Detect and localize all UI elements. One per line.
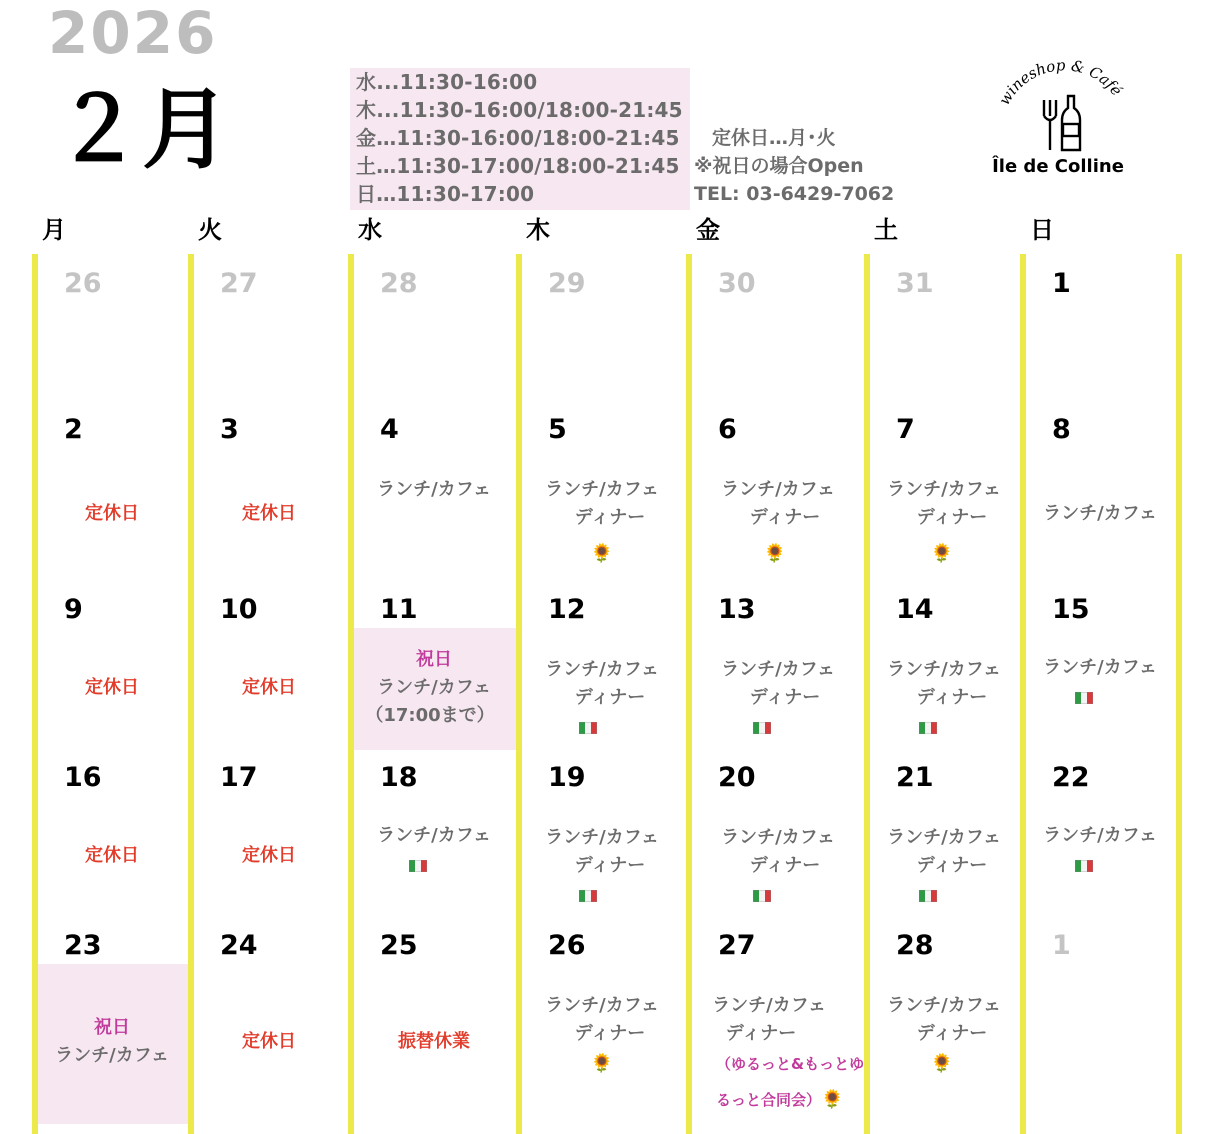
dinner-label: ディナー (749, 855, 821, 876)
day-number: 27 (718, 930, 756, 961)
day-number: 12 (548, 594, 586, 625)
day-number: 11 (380, 594, 418, 625)
day-number: 23 (64, 930, 102, 961)
closed-label: 定休日 (242, 503, 296, 524)
day-number: 6 (718, 414, 737, 445)
day-number: 1 (1052, 930, 1071, 961)
day-number: 13 (718, 594, 756, 625)
month-title: ２月 (54, 78, 231, 181)
column-line (1176, 254, 1182, 1134)
lunch-label: ランチ/カフェ (887, 827, 1001, 848)
weekday-mon: 月 (42, 216, 66, 244)
day-number: 18 (380, 762, 418, 793)
weekday-wed: 水 (358, 216, 382, 244)
shop-logo (992, 58, 1132, 184)
day-number: 28 (896, 930, 934, 961)
weekday-sat: 土 (874, 216, 898, 244)
dinner-label: ディナー (916, 1023, 988, 1044)
hours-sun: 日…11:30-17:00 (356, 182, 535, 206)
lunch-label: ランチ/カフェ (1043, 503, 1157, 524)
day-number: 7 (896, 414, 915, 445)
day-number: 30 (718, 268, 756, 299)
day-number: 21 (896, 762, 934, 793)
day-number: 17 (220, 762, 258, 793)
day-number: 26 (64, 268, 102, 299)
day-number: 19 (548, 762, 586, 793)
event-note-line1: （ゆるっと&もっとゆ (716, 1055, 865, 1073)
hours-fri: 金…11:30-16:00/18:00-21:45 (356, 126, 680, 150)
closed-label: 定休日 (85, 503, 139, 524)
column-line (32, 254, 38, 1134)
hours-wed: 水...11:30-16:00 (356, 70, 538, 94)
column-line (516, 254, 522, 1134)
italy-flag-icon (694, 882, 830, 910)
day-number: 8 (1052, 414, 1071, 445)
sunflower-icon: 🌻 (763, 543, 787, 564)
wine-bottle-icon (1062, 96, 1080, 150)
lunch-label: ランチ/カフェ (721, 479, 835, 500)
closed-label: 定休日 (242, 1031, 296, 1052)
closed-days-note: 定休日…月･火 (712, 127, 836, 149)
day-number: 2 (64, 414, 83, 445)
sunflower-icon: 🌻 (821, 1089, 844, 1110)
lunch-label: ランチ/カフェ (377, 677, 491, 698)
dinner-label: ディナー (574, 1023, 646, 1044)
until-17-note: （17:00まで） (365, 705, 495, 726)
day-number: 14 (896, 594, 934, 625)
day-number: 4 (380, 414, 399, 445)
day-number: 27 (220, 268, 258, 299)
dinner-label: ディナー (725, 1023, 797, 1044)
closed-label: 定休日 (85, 677, 139, 698)
lunch-label: ランチ/カフェ (721, 659, 835, 680)
phone-number: TEL: 03-6429-7062 (694, 183, 895, 205)
lunch-label: ランチ/カフェ (1043, 657, 1157, 678)
year-label: 2026 (48, 0, 218, 67)
business-hours-box (350, 68, 690, 210)
day-number: 1 (1052, 268, 1071, 299)
shop-info (694, 124, 894, 208)
holiday-label: 祝日 (416, 649, 452, 670)
column-line (348, 254, 354, 1134)
italy-flag-icon (356, 852, 480, 880)
logo-arc-text: wineshop & Café (995, 58, 1126, 109)
closed-label: 定休日 (242, 677, 296, 698)
day-number: 31 (896, 268, 934, 299)
logo-name: Île de Colline (992, 156, 1124, 177)
italy-flag-icon (1028, 852, 1140, 880)
italy-flag-icon (524, 714, 652, 742)
lunch-label: ランチ/カフェ (545, 827, 659, 848)
day-number: 5 (548, 414, 567, 445)
column-line (188, 254, 194, 1134)
holiday-open-note: ※祝日の場合Open (694, 155, 864, 177)
day-number: 3 (220, 414, 239, 445)
italy-flag-icon (524, 882, 652, 910)
weekday-thu: 木 (526, 216, 550, 244)
day-number: 26 (548, 930, 586, 961)
lunch-label: ランチ/カフェ (712, 995, 826, 1016)
day-number: 28 (380, 268, 418, 299)
hours-sat: 土…11:30-17:00/18:00-21:45 (356, 154, 680, 178)
fork-icon (1044, 100, 1056, 150)
day-number: 9 (64, 594, 83, 625)
weekday-fri: 金 (696, 216, 720, 244)
sunflower-icon: 🌻 (930, 1053, 954, 1074)
closed-label: 定休日 (85, 845, 139, 866)
day-number: 16 (64, 762, 102, 793)
dinner-label: ディナー (916, 855, 988, 876)
lunch-label: ランチ/カフェ (55, 1045, 169, 1066)
day-number: 15 (1052, 594, 1090, 625)
italy-flag-icon (694, 714, 830, 742)
day-number: 25 (380, 930, 418, 961)
lunch-label: ランチ/カフェ (887, 995, 1001, 1016)
weekday-tue: 火 (198, 216, 222, 244)
day-number: 29 (548, 268, 586, 299)
lunch-label: ランチ/カフェ (545, 659, 659, 680)
sunflower-icon: 🌻 (590, 1053, 614, 1074)
lunch-label: ランチ/カフェ (377, 825, 491, 846)
italy-flag-icon (872, 882, 984, 910)
dinner-label: ディナー (574, 687, 646, 708)
lunch-label: ランチ/カフェ (545, 995, 659, 1016)
lunch-label: ランチ/カフェ (721, 827, 835, 848)
dinner-label: ディナー (749, 687, 821, 708)
day-number: 24 (220, 930, 258, 961)
weekday-sun: 日 (1030, 216, 1054, 244)
substitute-holiday-label: 振替休業 (398, 1031, 470, 1052)
lunch-label: ランチ/カフェ (1043, 825, 1157, 846)
lunch-label: ランチ/カフェ (887, 479, 1001, 500)
closed-label: 定休日 (242, 845, 296, 866)
event-note-line2: るっと合同会）🌻 (716, 1089, 844, 1110)
dinner-label: ディナー (749, 507, 821, 528)
dinner-label: ディナー (574, 507, 646, 528)
sunflower-icon: 🌻 (930, 543, 954, 564)
italy-flag-icon (872, 714, 984, 742)
day-number: 20 (718, 762, 756, 793)
day-number: 22 (1052, 762, 1090, 793)
day-number: 10 (220, 594, 258, 625)
lunch-label: ランチ/カフェ (377, 479, 491, 500)
dinner-label: ディナー (916, 507, 988, 528)
dinner-label: ディナー (574, 855, 646, 876)
lunch-label: ランチ/カフェ (545, 479, 659, 500)
dinner-label: ディナー (916, 687, 988, 708)
lunch-label: ランチ/カフェ (887, 659, 1001, 680)
holiday-label: 祝日 (94, 1017, 130, 1038)
sunflower-icon: 🌻 (590, 543, 614, 564)
italy-flag-icon (1028, 684, 1140, 712)
hours-thu: 木...11:30-16:00/18:00-21:45 (356, 98, 683, 122)
